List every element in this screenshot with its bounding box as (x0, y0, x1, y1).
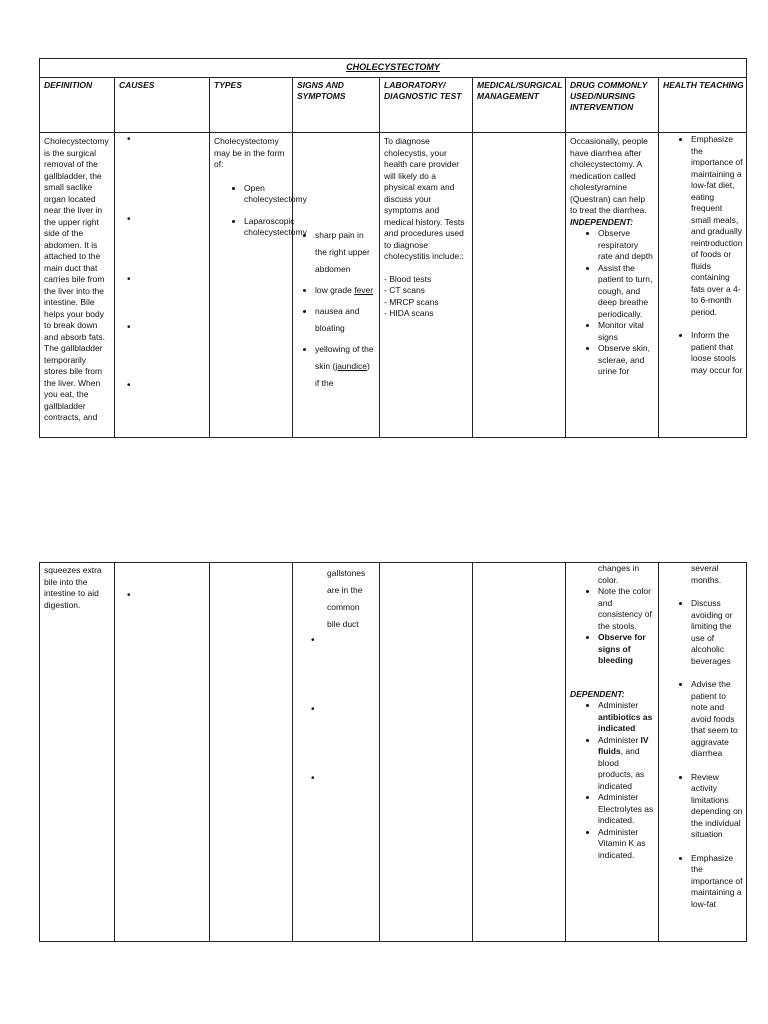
causes-cell-continued (115, 563, 210, 941)
independent-item: • Note the color and consistency of the stools. (598, 586, 654, 632)
sign-item: • nausea and bloating (315, 303, 375, 337)
header-health: HEALTH TEACHING (663, 80, 744, 90)
dependent-item: • Administer IV fluids, and blood products, as indicated (598, 735, 654, 793)
bullet-icon: • (127, 274, 131, 285)
types-cell (210, 132, 307, 437)
health-continued: several months. (691, 563, 722, 585)
signs-cell (293, 132, 379, 437)
lab-test: - HIDA scans (384, 308, 434, 318)
bullet-icon: • (127, 590, 131, 601)
sign-item: • sharp pain in the right upper abdomen (315, 227, 375, 278)
body-row (40, 132, 746, 437)
lab-intro: To diagnose cholecystis, your health care provider will likely do a physical exam and discuss your symptoms and medical history. Tests and procedures used to diagnose cholecystitis include:: (384, 136, 465, 261)
health-item: • Emphasize the importance of maintaining a low-fat (691, 853, 744, 911)
health-item: • Review activity limitations depending on the individual situation (691, 772, 744, 841)
independent-item: • Observe for signs of bleeding (598, 632, 654, 667)
header-management: MEDICAL/SURGICAL MANAGEMENT (473, 77, 566, 132)
types-cell-continued (210, 563, 293, 941)
management-cell (473, 132, 566, 437)
health-item: • Advise the patient to note and avoid foods that seem to aggravate diarrhea (691, 679, 744, 760)
lab-test: - CT scans (384, 285, 425, 295)
dependent-item: • Administer Vitamin K as indicated. (598, 827, 654, 862)
care-plan-table-page-1 (39, 58, 747, 438)
dependent-item: • Administer Electrolytes as indicated. (598, 792, 654, 827)
bullet-icon: • (127, 214, 131, 225)
sign-item: • yellowing of the skin (jaundice) if the (315, 341, 375, 392)
lab-cell-continued (380, 563, 473, 941)
dependent-item: • Administer antibiotics as indicated (598, 700, 654, 735)
lab-test: - Blood tests (384, 273, 432, 284)
table-title: CHOLECYSTECTOMY (40, 59, 746, 78)
header-causes: CAUSES (115, 77, 210, 132)
header-drug: DRUG COMMONLY USED/NURSING INTERVENTION (566, 77, 659, 132)
care-plan-table-page-2 (39, 562, 747, 942)
health-cell-continued (659, 563, 748, 941)
independent-item: • Observe skin, sclerae, and urine for (598, 343, 654, 378)
header-signs: SIGNS AND SYMPTOMS (293, 77, 380, 132)
management-cell-continued (473, 563, 566, 941)
header-lab: LABORATORY/ DIAGNOSTIC TEST (380, 77, 473, 132)
independent-label: INDEPENDENT: (570, 216, 634, 227)
drug-cell-continued (566, 563, 658, 941)
dependent-label: DEPENDENT: (570, 688, 625, 699)
independent-item: • Monitor vital signs (598, 320, 654, 343)
bullet-icon: • (311, 773, 315, 784)
sign-item: • low grade fever (315, 282, 375, 299)
lab-test: - MRCP scans (384, 296, 439, 307)
type-laparoscopic: • Laparoscopic cholecystectomy (244, 216, 288, 239)
header-definition: DEFINITION (40, 77, 115, 132)
signs-cell-continued: gallstones are in the common bile duct (327, 568, 366, 629)
health-item: • Inform the patient that loose stools may occur for (691, 330, 744, 376)
header-row (40, 77, 746, 133)
bullet-icon: • (127, 322, 131, 333)
independent-item: • Observe respiratory rate and depth (598, 228, 654, 263)
health-item: • Emphasize the importance of maintaining a low-fat diet, eating frequent small meals, and gradually reintroduction of foods or fluids containing fats over a 4- to 6-month period. (691, 134, 744, 318)
drug-cell (566, 132, 658, 437)
causes-cell (115, 132, 210, 437)
health-cell (659, 132, 748, 437)
bullet-icon: • (311, 704, 315, 715)
header-types: TYPES (210, 77, 293, 132)
types-intro: Cholecystectomy may be in the form of: (214, 136, 285, 169)
lab-cell (380, 132, 472, 437)
bullet-icon: • (127, 380, 131, 391)
health-item: • Discuss avoiding or limiting the use of alcoholic beverages (691, 598, 744, 667)
body-row-continued (40, 563, 746, 941)
drug-intro: Occasionally, people have diarrhea after cholecystectomy. A medication called cholestyramine (Questran) can help to treat the diarrhea. (570, 136, 648, 215)
independent-item: • Assist the patient to turn, cough, and deep breathe periodically. (598, 263, 654, 321)
bullet-icon: • (127, 134, 131, 145)
definition-cell: Cholecystectomy is the surgical removal of the gallbladder, the small saclike organ located near the liver in the upper right side of the abdomen. It is attached to the main duct that carries bile from the liver into the intestine. Bile helps your body to break down and absorb fats. The gallbladder temporarily stores bile from the liver. When you eat, the gallbladder contracts, and (44, 136, 109, 422)
drug-continued: changes in color. (598, 563, 640, 585)
bullet-icon: • (311, 635, 315, 646)
definition-cell-continued: squeezes extra bile into the intestine to aid digestion. (44, 565, 102, 610)
type-open: • Open cholecystectomy (244, 183, 288, 206)
